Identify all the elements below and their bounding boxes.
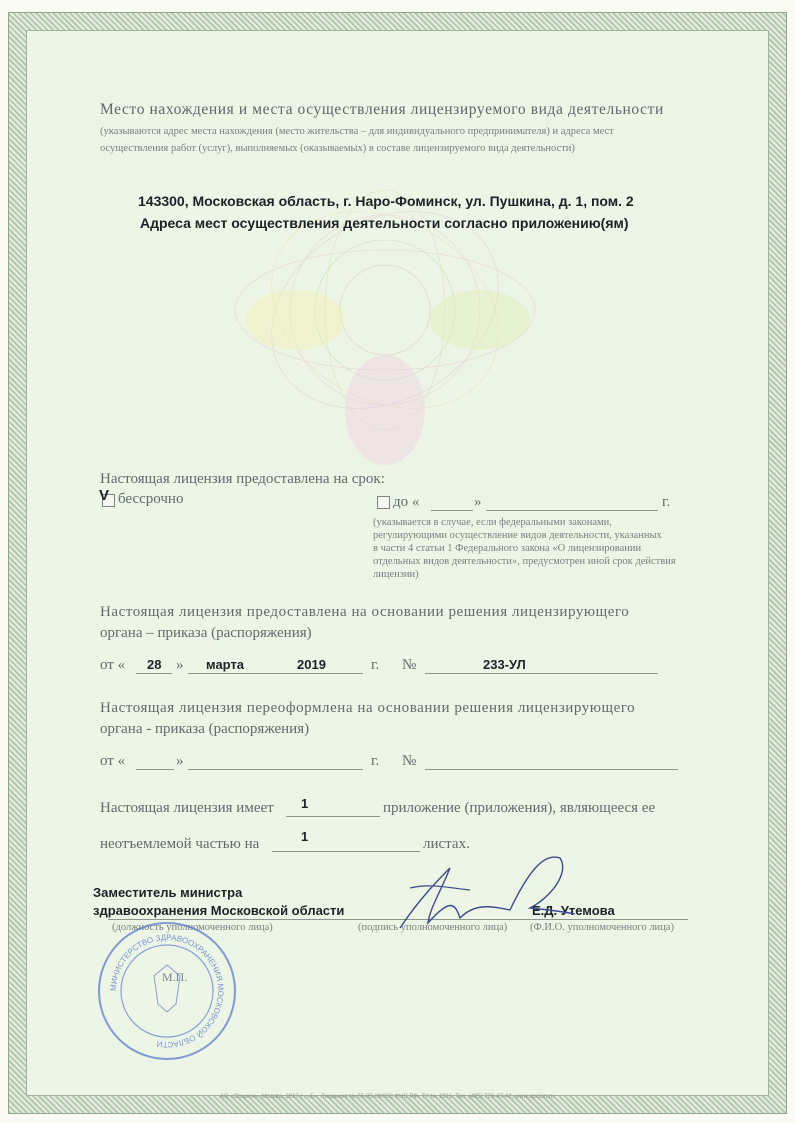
location-note-1: (указываются адрес места нахождения (место жительства – для индивидуального предпринимателя) и адреса мест bbox=[100, 126, 614, 137]
caption-name: (Ф.И.О. уполномоченного лица) bbox=[530, 922, 674, 933]
reissue-line-2: органа - приказа (распоряжения) bbox=[100, 721, 310, 737]
appendix-line-2-start: неотъемлемой частью на bbox=[100, 836, 260, 852]
appendix-count-line bbox=[286, 816, 380, 817]
basis-line-2: органа – приказа (распоряжения) bbox=[100, 625, 312, 641]
appendix-count: 1 bbox=[301, 796, 309, 811]
term-note-3: в части 4 статьи 1 Федерального закона «О лицензировании bbox=[373, 543, 642, 554]
signatory-position-1: Заместитель министра bbox=[93, 885, 243, 900]
until-date-line bbox=[486, 510, 658, 511]
term-note-4: отдельных видов деятельности», предусмотрен иной срок действия bbox=[373, 556, 676, 567]
basis-number: 233-УЛ bbox=[483, 657, 526, 672]
appendix-line-1-end: приложение (приложения), являющееся ее bbox=[383, 800, 656, 816]
reissue-number-line bbox=[425, 769, 678, 770]
address-line-1: 143300, Московская область, г. Наро-Фоминск, ул. Пушкина, д. 1, пом. 2 bbox=[138, 193, 634, 209]
reissue-day-line bbox=[136, 769, 174, 770]
signatory-name: Е.Д. Утемова bbox=[532, 903, 615, 918]
printer-footer: АО «Опцион», Москва, 2017 г., «Б», Лицензия № 05-05-09/003 ФНС РФ, ТУ № 1301. Тел. (495) 726-47-42, www.opcion.ru bbox=[220, 1094, 554, 1100]
location-note-2: осуществления работ (услуг), выполняемых (оказываемых) в составе лицензируемого вида деятельности) bbox=[100, 143, 575, 154]
basis-year: 2019 bbox=[297, 657, 326, 672]
signatory-position-2: здравоохранения Московской области bbox=[93, 903, 345, 918]
caption-position: (должность уполномоченного лица) bbox=[112, 922, 273, 933]
location-heading: Место нахождения и места осуществления лицензируемого вида деятельности bbox=[100, 101, 664, 118]
appendix-line-2-end: листах. bbox=[423, 836, 470, 852]
stamp-text: МИНИСТЕРСТВО ЗДРАВООХРАНЕНИЯ МОСКОВСКОЙ ОБЛАСТИ bbox=[108, 932, 226, 1050]
appendix-line-1-start: Настоящая лицензия имеет bbox=[100, 800, 274, 816]
term-note-2: регулирующими осуществление видов деятельности, указанных bbox=[373, 530, 662, 541]
until-close-quote: » bbox=[474, 494, 482, 510]
term-note-5: лицензии) bbox=[373, 569, 419, 580]
term-note-1: (указывается в случае, если федеральными законами, bbox=[373, 517, 612, 528]
term-heading: Настоящая лицензия предоставлена на срок: bbox=[100, 471, 385, 487]
basis-number-label: № bbox=[402, 657, 417, 673]
basis-date-line bbox=[188, 673, 363, 674]
stamp-mp-label: М.П. bbox=[162, 970, 188, 984]
official-stamp bbox=[96, 920, 238, 1062]
reissue-year-suffix: г. bbox=[371, 753, 380, 769]
basis-day-line bbox=[136, 673, 172, 674]
basis-month: марта bbox=[206, 657, 245, 672]
basis-from-label: от « bbox=[100, 657, 126, 673]
address-line-2: Адреса мест осуществления деятельности согласно приложению(ям) bbox=[140, 215, 629, 231]
caption-signature: (подпись уполномоченного лица) bbox=[358, 922, 508, 933]
until-checkbox bbox=[377, 496, 390, 509]
until-year-suffix: г. bbox=[662, 494, 671, 510]
reissue-close-quote: » bbox=[176, 753, 184, 769]
reissue-number-label: № bbox=[402, 753, 417, 769]
until-label: до « bbox=[393, 494, 420, 510]
basis-number-line bbox=[425, 673, 658, 674]
appendix-sheets: 1 bbox=[301, 829, 309, 844]
basis-close-quote: » bbox=[176, 657, 184, 673]
reissue-date-line bbox=[188, 769, 363, 770]
indefinite-label: бессрочно bbox=[118, 491, 184, 507]
basis-year-suffix: г. bbox=[371, 657, 380, 673]
until-day-line bbox=[431, 510, 473, 511]
indefinite-check-mark: V bbox=[99, 487, 110, 504]
basis-day: 28 bbox=[147, 657, 162, 672]
reissue-from-label: от « bbox=[100, 753, 126, 769]
basis-line-1: Настоящая лицензия предоставлена на основании решения лицензирующего bbox=[100, 604, 630, 620]
handwritten-signature bbox=[380, 848, 580, 938]
reissue-line-1: Настоящая лицензия переоформлена на основании решения лицензирующего bbox=[100, 700, 636, 716]
